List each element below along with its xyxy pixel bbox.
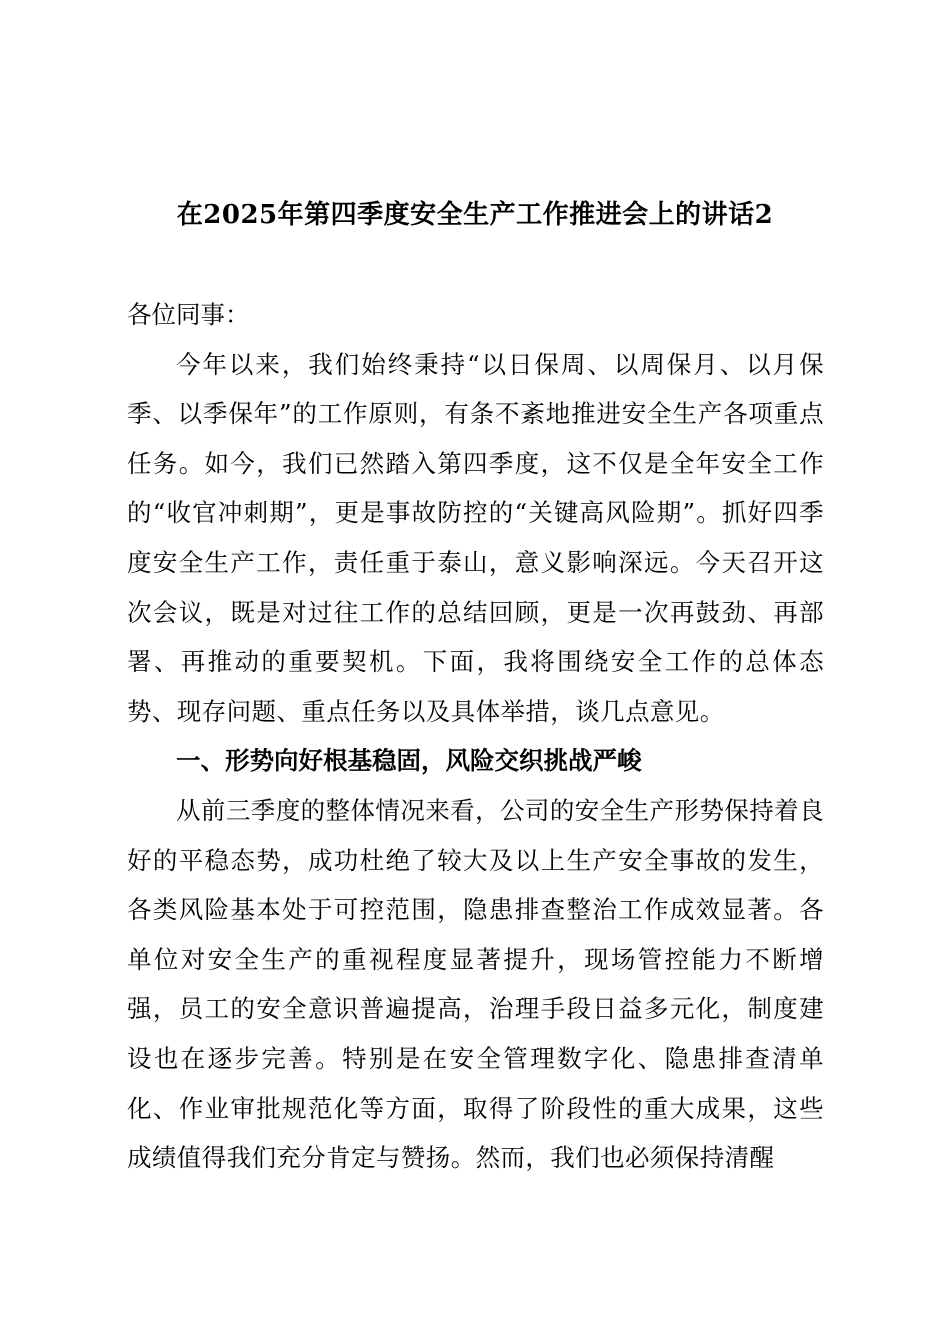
paragraph-situation: 从前三季度的整体情况来看，公司的安全生产形势保持着良好的平稳态势，成功杜绝了较大及以上生产安全事故的发生，各类风险基本处于可控范围，隐患排查整治工作成效显著。各单位对安全生产的重视程度显著提升，现场管控能力不断增强，员工的安全意识普遍提高，治理手段日益多元化，制度建设也在逐步完善。特别是在安全管理数字化、隐患排查清单化、作业审批规范化等方面，取得了阶段性的重大成果，这些成绩值得我们充分肯定与赞扬。然而，我们也必须保持清醒: [127, 795, 824, 1173]
section-heading-1: 一、形势向好根基稳固，风险交织挑战严峻: [176, 746, 642, 776]
document-title: 在2025年第四季度安全生产工作推进会上的讲话2: [176, 200, 774, 230]
document-body: [127, 290, 824, 1183]
salutation: 各位同事：: [127, 300, 250, 329]
paragraph-intro: 今年以来，我们始终秉持“以日保周、以周保月、以月保季、以季保年”的工作原则，有条不紊地推进安全生产各项重点任务。如今，我们已然踏入第四季度，这不仅是全年安全工作的“收官冲刺期”，更是事故防控的“关键高风险期”。抓好四季度安全生产工作，责任重于泰山，意义影响深远。今天召开这次会议，既是对过往工作的总结回顾，更是一次再鼓劲、再部署、再推动的重要契机。下面，我将围绕安全工作的总体态势、现存问题、重点任务以及具体举措，谈几点意见。: [127, 349, 824, 726]
